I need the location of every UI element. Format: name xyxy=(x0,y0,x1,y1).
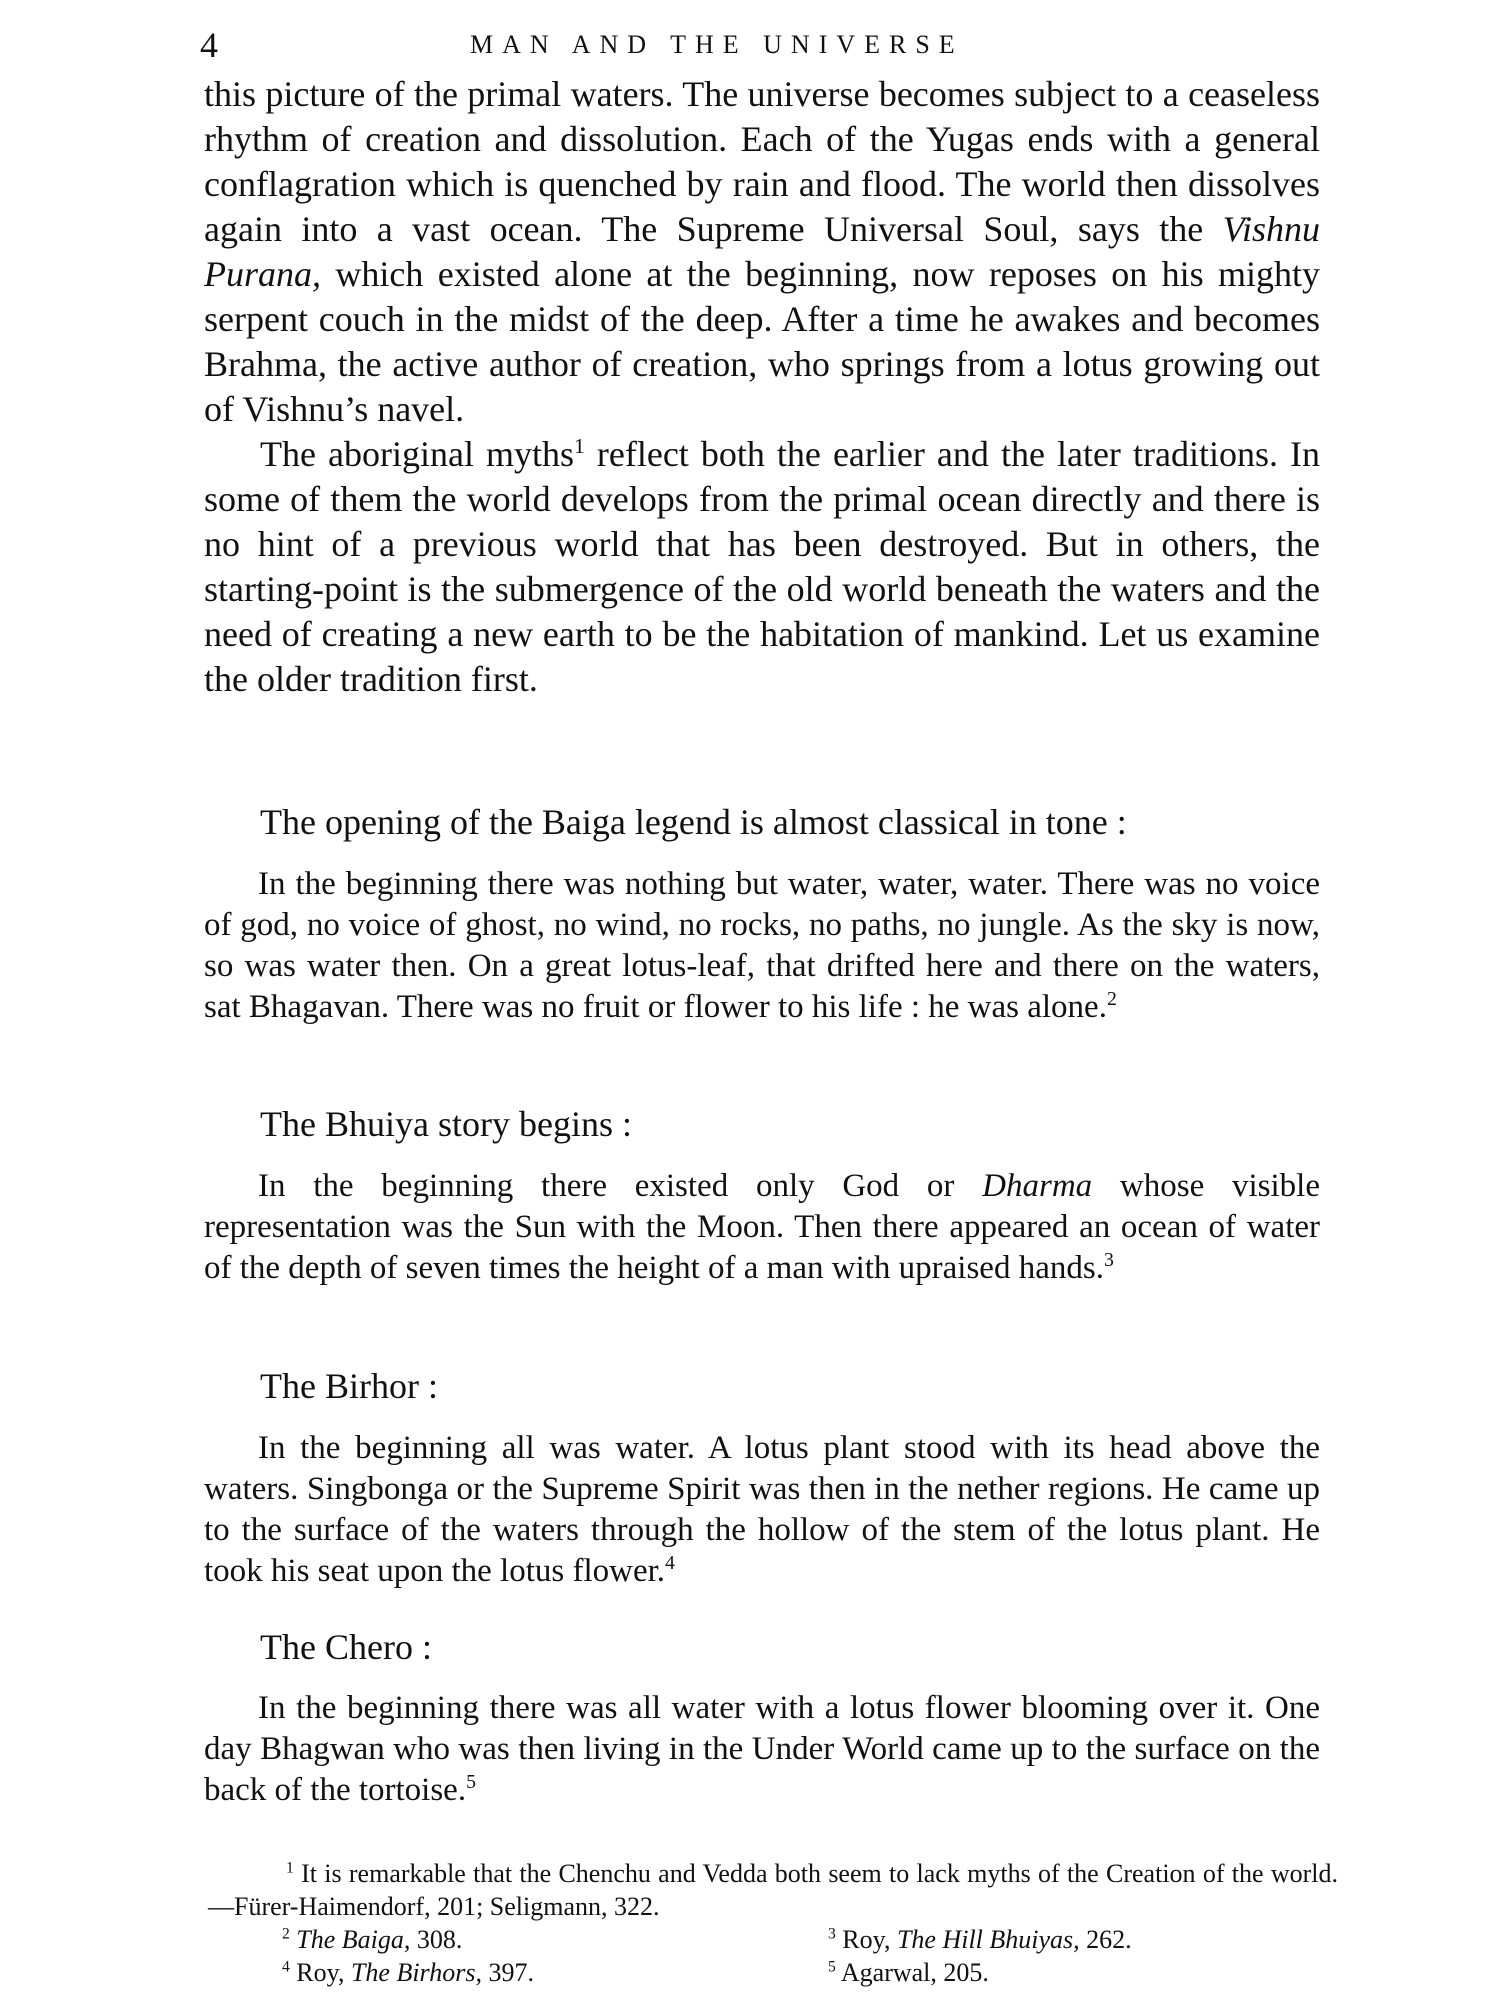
bhuiya-quote-italic: Dharma xyxy=(982,1168,1093,1204)
chero-quote xyxy=(204,1688,1320,1811)
footnote-row-4-5 xyxy=(208,1956,1338,1989)
footnote-ref-5: 5 xyxy=(466,1771,476,1793)
footnote-5-number: 5 xyxy=(828,1958,836,1976)
footnote-4 xyxy=(282,1956,534,1989)
baiga-quote-text: In the beginning there was nothing but water, water, water. There was no voice of god, no voice of ghost, no wind, no rocks, no paths, no jungle. As the sky is now, so was water then. On a great lotus-leaf, that drifted here and there on the waters, sat Bhagavan. There was no fruit or flower to his life : he was alone. xyxy=(204,866,1320,1025)
footnote-5-text: Agarwal, 205. xyxy=(840,1958,989,1987)
footnote-3-text: 262. xyxy=(1079,1925,1132,1954)
page-header xyxy=(0,18,1500,65)
footnote-2-number: 2 xyxy=(282,1925,290,1943)
footnote-4-pre: Roy, xyxy=(296,1958,351,1987)
main-text-block xyxy=(204,72,1320,702)
footnotes xyxy=(208,1857,1338,1989)
footnote-3-number: 3 xyxy=(828,1925,836,1943)
paragraph-2-text-b: reflect both the earlier and the later traditions. In some of them the world develops from the primal ocean directly and there is no hint of a previous world that has been destroyed. But in others, the starting-point is the submergence of the old world beneath the waters and the need of creating a new earth to be the habitation of mankind. Let us examine the older tradition first. xyxy=(204,434,1320,699)
footnote-3 xyxy=(828,1923,1132,1956)
footnote-ref-1: 1 xyxy=(574,434,585,458)
footnote-2-text: 308. xyxy=(410,1925,463,1954)
baiga-intro: The opening of the Baiga legend is almost classical in tone : xyxy=(260,802,1127,842)
paragraph-2 xyxy=(204,432,1320,702)
bhuiya-quote xyxy=(204,1166,1320,1289)
footnote-4-italic: The Birhors, xyxy=(350,1958,482,1987)
bhuiya-intro: The Bhuiya story begins : xyxy=(260,1104,632,1144)
footnote-4-number: 4 xyxy=(282,1958,290,1976)
bhuiya-quote-text-b: whose visible representation was the Sun with the Moon. Then there appeared an ocean of water of the depth of seven times the height of a man with upraised hands. xyxy=(204,1168,1320,1286)
footnote-ref-4: 4 xyxy=(665,1552,675,1574)
footnote-ref-3: 3 xyxy=(1103,1249,1114,1271)
footnote-ref-2: 2 xyxy=(1106,988,1117,1010)
footnote-1-text: It is remarkable that the Chenchu and Vedda both seem to lack myths of the Creation of the world.—Fürer-Haimendorf, 201; Seligmann, 322. xyxy=(208,1859,1338,1921)
birhor-quote xyxy=(204,1428,1320,1592)
footnote-1 xyxy=(208,1857,1338,1923)
paragraph-1 xyxy=(204,72,1320,432)
chero-quote-text: In the beginning there was all water with a lotus flower blooming over it. One day Bhagwan who was then living in the Under World came up to the surface on the back of the tortoise. xyxy=(204,1690,1320,1808)
page-number: 4 xyxy=(200,25,218,65)
paragraph-1-text-b: which existed alone at the beginning, now reposes on his mighty serpent couch in the midst of the deep. After a time he awakes and becomes Brahma, the active author of creation, who springs from a lotus growing out of Vishnu’s navel. xyxy=(204,254,1320,429)
footnote-2-italic: The Baiga, xyxy=(296,1925,411,1954)
footnote-1-number: 1 xyxy=(286,1859,294,1877)
footnote-4-text: 397. xyxy=(481,1958,534,1987)
paragraph-2-text-a: The aboriginal myths xyxy=(260,434,575,474)
paragraph-1-text-a: this picture of the primal waters. The universe becomes subject to a ceaseless rhythm of creation and dissolution. Each of the Yugas ends with a general conflagration which is quenched by rain and flood. The world then dissolves again into a vast ocean. The Supreme Universal Soul, says the xyxy=(204,74,1320,249)
footnote-row-2-3 xyxy=(208,1923,1338,1956)
footnote-3-italic: The Hill Bhuiyas, xyxy=(896,1925,1080,1954)
footnote-2 xyxy=(282,1923,462,1956)
footnote-5 xyxy=(828,1956,989,1989)
birhor-intro: The Birhor : xyxy=(260,1366,438,1406)
bhuiya-quote-text-a: In the beginning there existed only God or xyxy=(258,1168,983,1204)
paragraph-1-italic: Vishnu Purana, xyxy=(204,209,1320,294)
birhor-quote-text: In the beginning all was water. A lotus plant stood with its head above the waters. Singbonga or the Supreme Spirit was then in the nether regions. He came up to the surface of the waters through the hollow of the stem of the lotus plant. He took his seat upon the lotus flower. xyxy=(204,1430,1320,1589)
footnote-3-pre: Roy, xyxy=(842,1925,897,1954)
chero-intro: The Chero : xyxy=(260,1627,432,1667)
baiga-quote xyxy=(204,864,1320,1028)
running-title: MAN AND THE UNIVERSE xyxy=(470,30,964,59)
